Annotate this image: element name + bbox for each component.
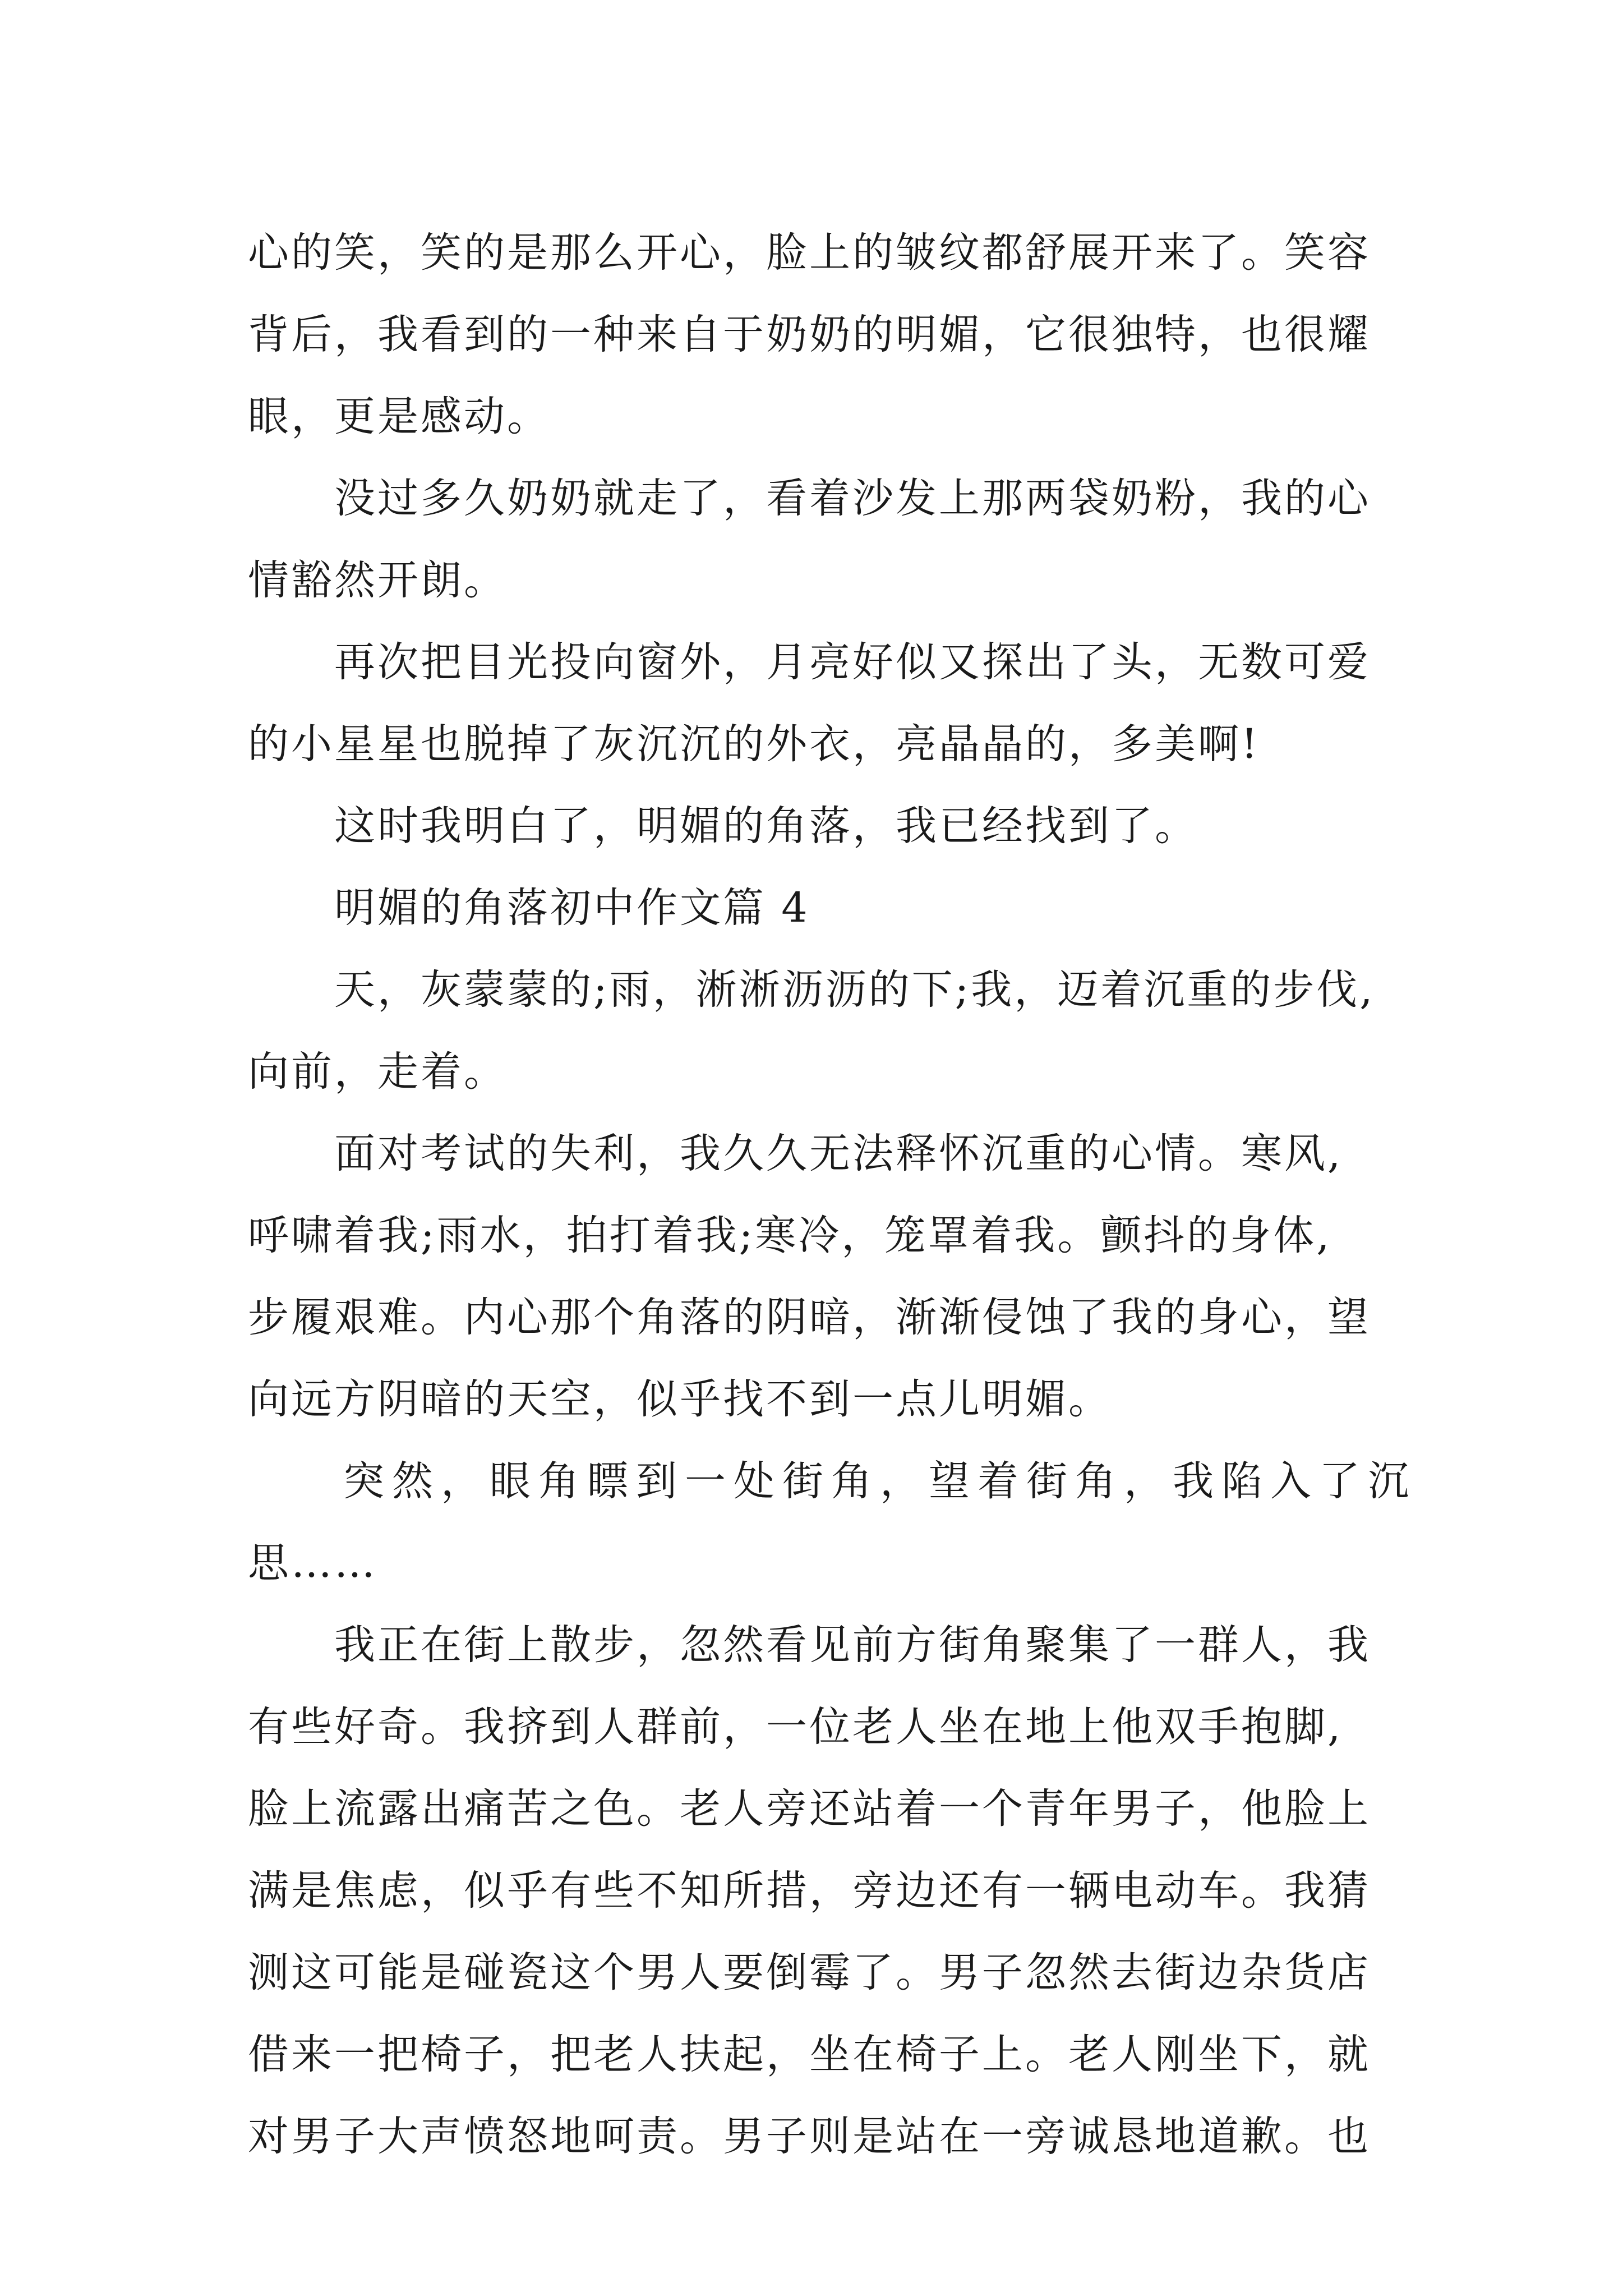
text-line: 向前，走着。 [248,1048,507,1096]
paragraph-first-line: 突然，眼角瞟到一处街角，望着街角，我陷入了沉 [343,1457,1417,1505]
paragraph-first-line: 面对考试的失利，我久久无法释怀沉重的心情。寒风, [334,1130,1343,1177]
text-line: 借来一把椅子，把老人扶起，坐在椅子上。老人刚坐下，就 [248,2031,1371,2078]
text-line: 有些好奇。我挤到人群前，一位老人坐在地上他双手抱脚, [248,1703,1343,1751]
section-heading: 明媚的角落初中作文篇 4 [334,884,810,932]
text-line: 心的笑，笑的是那么开心，脸上的皱纹都舒展开来了。笑容 [248,229,1371,277]
text-line: 步履艰难。内心那个角落的阴暗，渐渐侵蚀了我的身心，望 [248,1294,1371,1341]
text-line: 向远方阴暗的天空，似乎找不到一点儿明媚。 [248,1375,1112,1423]
paragraph-first-line: 再次把目光投向窗外，月亮好似又探出了头，无数可爱 [334,638,1371,686]
text-line: 的小星星也脱掉了灰沉沉的外衣，亮晶晶的，多美啊! [248,720,1260,768]
text-line: 满是焦虑，似乎有些不知所措，旁边还有一辆电动车。我猜 [248,1867,1371,1915]
text-line: 思…… [248,1539,377,1587]
paragraph-first-line: 天，灰蒙蒙的;雨，淅淅沥沥的下;我，迈着沉重的步伐, [334,966,1375,1014]
paragraph-first-line: 没过多久奶奶就走了，看着沙发上那两袋奶粉，我的心 [334,475,1371,522]
paragraph-first-line: 这时我明白了，明媚的角落，我已经找到了。 [334,802,1198,850]
text-line: 脸上流露出痛苦之色。老人旁还站着一个青年男子，他脸上 [248,1785,1371,1833]
document-body [248,212,1417,2178]
paragraph-first-line: 我正在街上散步，忽然看见前方街角聚集了一群人，我 [334,1621,1371,1669]
text-line: 眼，更是感动。 [248,393,550,440]
text-line: 呼啸着我;雨水，拍打着我;寒冷，笼罩着我。颤抖的身体, [248,1212,1332,1259]
text-line: 对男子大声愤怒地呵责。男子则是站在一旁诚恳地道歉。也 [248,2113,1371,2160]
text-line: 情豁然开朗。 [248,556,507,604]
text-line: 测这可能是碰瓷这个男人要倒霉了。男子忽然去街边杂货店 [248,1949,1371,1996]
text-line: 背后，我看到的一种来自于奶奶的明媚，它很独特，也很耀 [248,311,1371,358]
